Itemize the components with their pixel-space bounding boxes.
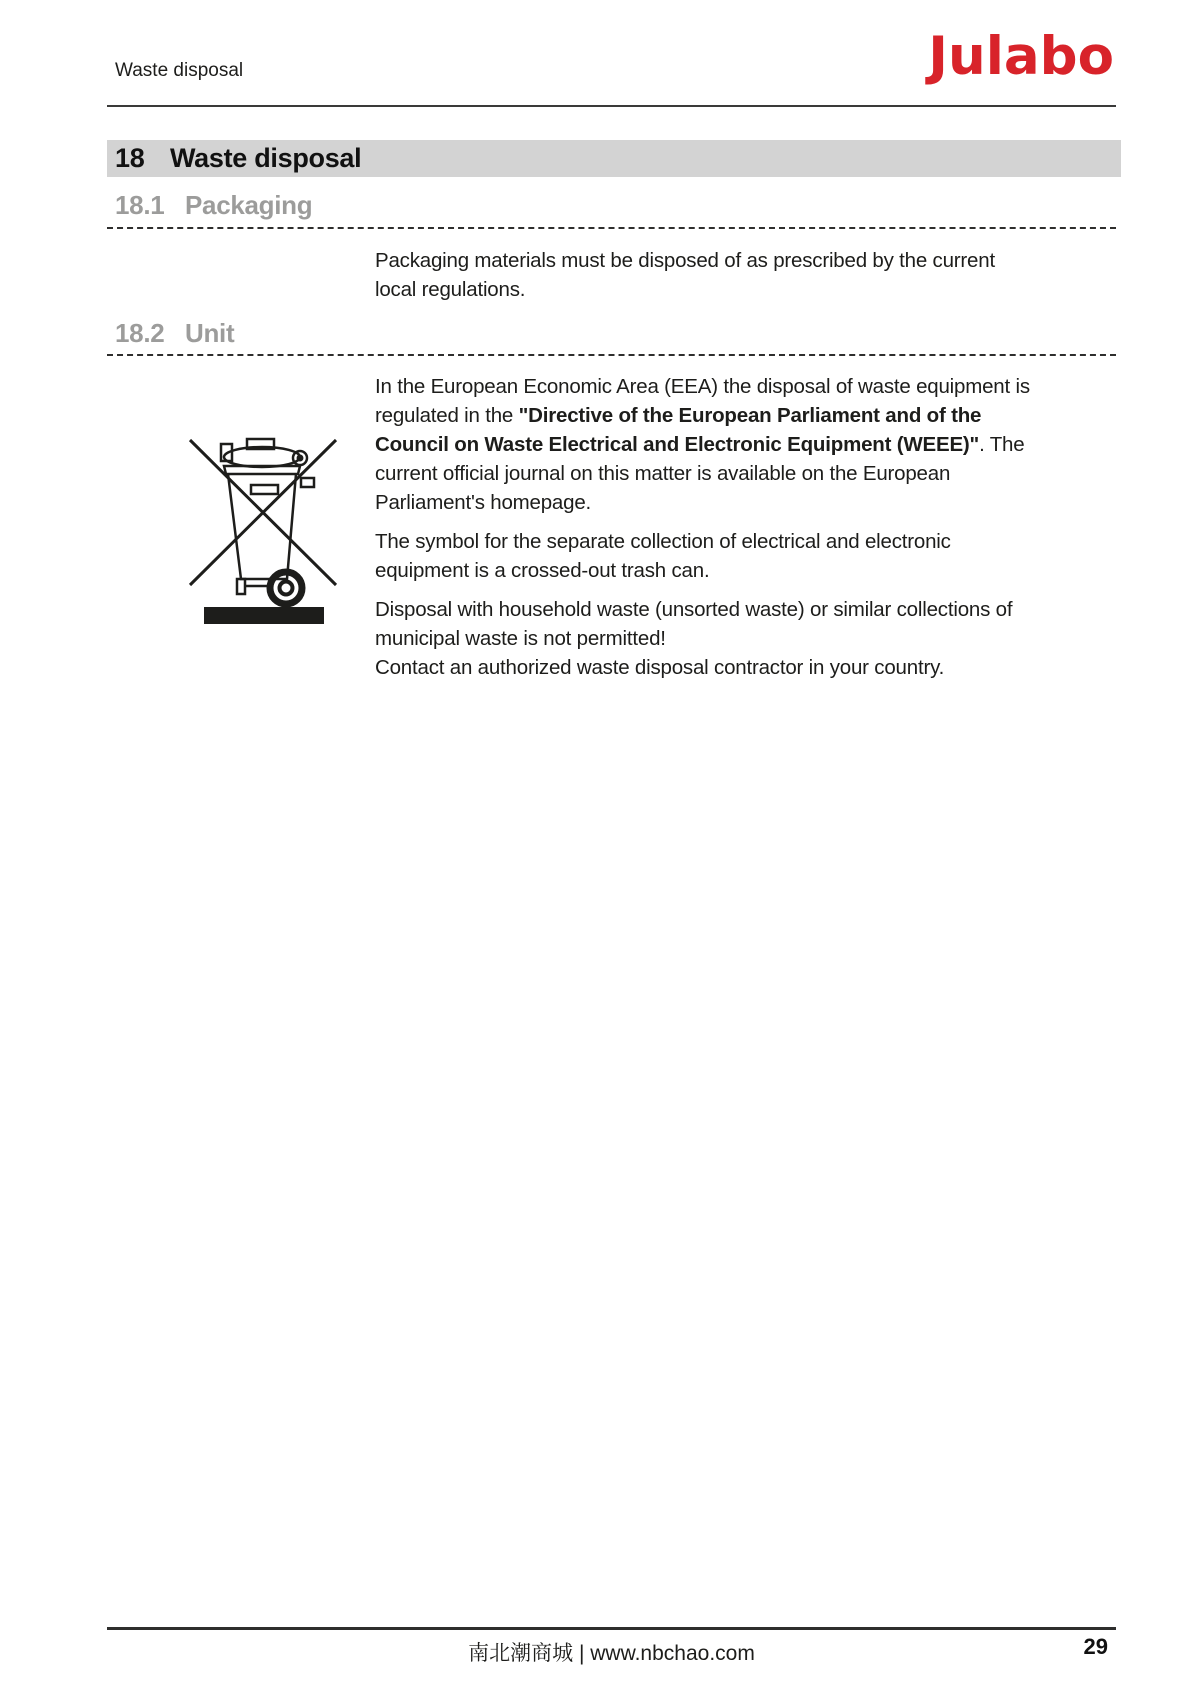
julabo-logo: Julabo — [928, 26, 1114, 87]
section-number: 18.2 — [115, 318, 165, 348]
header-rule — [107, 105, 1116, 107]
chapter-number: 18 — [115, 143, 145, 173]
section-heading-unit — [115, 318, 234, 349]
paragraph — [375, 595, 1035, 682]
dashed-rule — [107, 227, 1116, 229]
unit-body — [375, 372, 1035, 692]
text-line: Contact an authorized waste disposal contractor in your country. — [375, 656, 945, 679]
footer-rule — [107, 1627, 1116, 1630]
section-heading-packaging — [115, 190, 312, 221]
footer-site-text: 南北潮商城 | www.nbchao.com — [468, 1642, 755, 1665]
crossed-out-wheeled-bin-icon — [188, 436, 338, 626]
chapter-heading — [107, 140, 1121, 177]
dashed-rule — [107, 354, 1116, 356]
paragraph — [375, 372, 1035, 517]
text-line: Disposal with household waste (unsorted waste) or similar collections of municipal waste is not permitted! — [375, 598, 1013, 650]
text-run: In the European Economic Area (EEA) the disposal of waste equipment is regulated in the — [375, 375, 1030, 427]
running-header-title: Waste disposal — [115, 60, 244, 81]
bold-directive-text: "Directive of the European Parliament and of the Council on Waste Electrical and Electronic Equipment (WEEE)" — [375, 404, 982, 456]
section-title: Unit — [185, 318, 235, 348]
text-run: . The current official journal on this matter is available on the European Parliament's homepage. — [375, 433, 1025, 514]
paragraph: The symbol for the separate collection of electrical and electronic equipment is a crossed-out trash can. — [375, 530, 951, 582]
section-number: 18.1 — [115, 190, 165, 220]
page-number: 29 — [1083, 1634, 1108, 1659]
paragraph: Packaging materials must be disposed of as prescribed by the current local regulations. — [375, 249, 995, 301]
packaging-body — [375, 246, 1035, 314]
chapter-title: Waste disposal — [170, 143, 362, 173]
section-title: Packaging — [185, 190, 313, 220]
